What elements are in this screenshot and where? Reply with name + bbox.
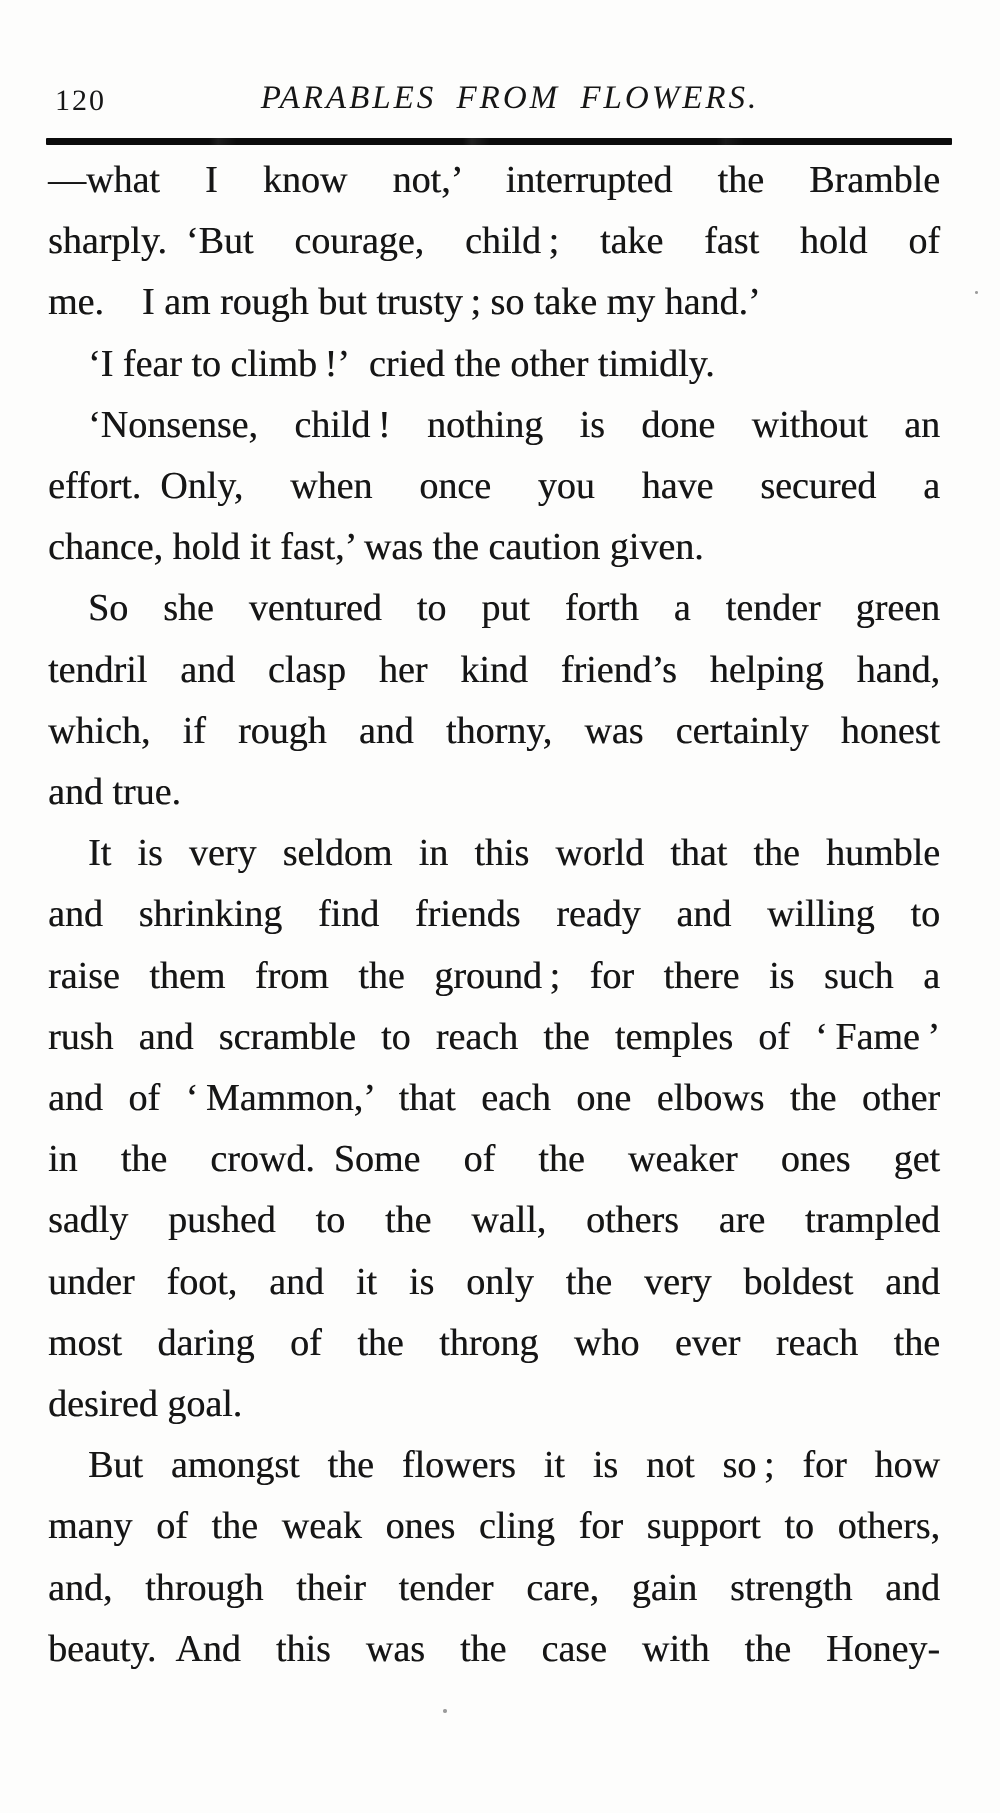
text-line: tendril and clasp her kind friend’s helping hand, (48, 648, 940, 691)
text-line: It is very seldom in this world that the humble (88, 832, 940, 875)
text-line: —what I know not,’ interrupted the Bramble (48, 159, 940, 201)
page-number: 120 (55, 84, 106, 117)
text-line: sadly pushed to the wall, others are trampled (48, 1199, 940, 1242)
running-head (0, 0, 1000, 150)
text-line: me. I am rough but trusty ; so take my hand.’ (48, 281, 761, 324)
header-rule (46, 138, 952, 145)
text-line: and shrinking find friends ready and willing to (48, 893, 940, 936)
text-line: effort. Only, when once you have secured a (48, 465, 940, 508)
text-line: But amongst the flowers it is not so ; for how (88, 1444, 940, 1487)
text-line: under foot, and it is only the very boldest and (48, 1260, 940, 1303)
text-line: most daring of the throng who ever reach the (48, 1321, 940, 1364)
text-line: rush and scramble to reach the temples of ‘ Fame ’ (48, 1015, 940, 1058)
text-line: chance, hold it fast,’ was the caution given. (48, 526, 704, 569)
text-line: ‘I fear to climb !’ cried the other timidly. (88, 342, 715, 385)
text-line: many of the weak ones cling for support to others, (48, 1505, 940, 1548)
text-line: raise them from the ground ; for there is such a (48, 954, 940, 997)
text-line: beauty. And this was the case with the Honey- (48, 1627, 940, 1670)
text-line: and, through their tender care, gain strength and (48, 1566, 940, 1609)
text-line: and of ‘ Mammon,’ that each one elbows the other (48, 1077, 940, 1120)
body-text (48, 150, 940, 1680)
text-line: desired goal. (48, 1383, 243, 1426)
text-line: sharply. ‘But courage, child ; take fast hold of (48, 220, 940, 263)
text-line: So she ventured to put forth a tender green (88, 587, 940, 630)
scan-artifact-speck (975, 291, 978, 294)
text-line: ‘Nonsense, child ! nothing is done without an (88, 403, 940, 446)
scan-artifact-speck (443, 1709, 447, 1713)
text-line: which, if rough and thorny, was certainly honest (48, 709, 940, 752)
running-title: PARABLES FROM FLOWERS. (260, 80, 760, 116)
text-line: in the crowd. Some of the weaker ones get (48, 1138, 940, 1181)
text-line: and true. (48, 771, 181, 814)
